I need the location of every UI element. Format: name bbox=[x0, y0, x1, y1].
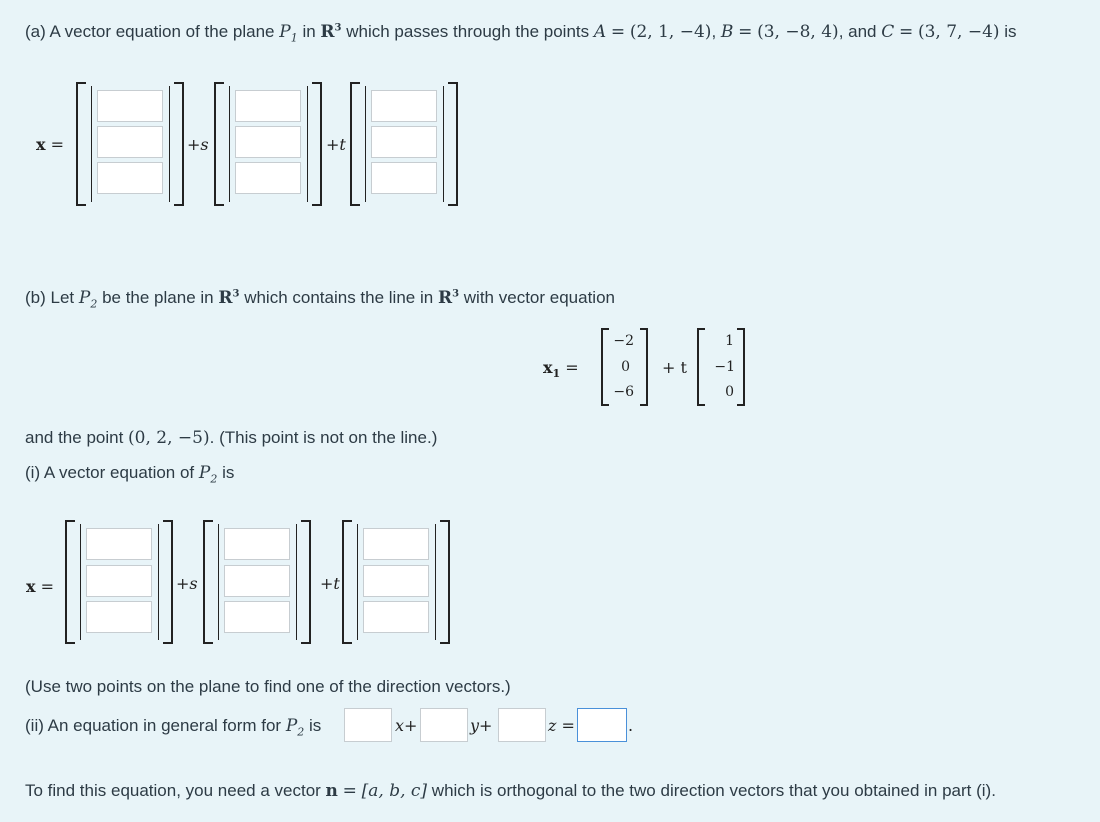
x-plus-label: x+ bbox=[395, 716, 418, 735]
part-a-m1-row1-input[interactable] bbox=[97, 90, 163, 122]
part-a-m2-row1-input[interactable] bbox=[235, 90, 301, 122]
part-b-i-question: (i) A vector equation of $P_2$ is bbox=[25, 463, 235, 486]
line-dir-val-3: 0 bbox=[725, 384, 734, 400]
line-point-bracket-right bbox=[640, 328, 648, 406]
coef-d-input[interactable] bbox=[577, 708, 627, 742]
part-a-m2-row3-input[interactable] bbox=[235, 162, 301, 194]
part-a-m2-row2-input[interactable] bbox=[235, 126, 301, 158]
line-plus-t: + t bbox=[662, 358, 687, 377]
part-b-ii-question: (ii) An equation in general form for $P_2$ is bbox=[25, 716, 322, 739]
part-a-m3-bracket-right bbox=[448, 82, 458, 206]
part-b-m3-row1-input[interactable] bbox=[363, 528, 429, 560]
part-b-m1-row2-input[interactable] bbox=[86, 565, 152, 597]
coef-a-input[interactable] bbox=[344, 708, 392, 742]
part-b-plus-s: +s bbox=[176, 574, 198, 593]
part-b-point-text: and the point (0, 2, −5). (This point is not on the line.) bbox=[25, 428, 438, 448]
coef-c-input[interactable] bbox=[498, 708, 546, 742]
part-b-m1-bracket-right bbox=[163, 520, 173, 644]
part-b-m3-row3-input[interactable] bbox=[363, 601, 429, 633]
line-point-val-1: −2 bbox=[613, 333, 634, 349]
part-b-x-label: x = bbox=[26, 577, 55, 596]
part-b-m1-bracket-left bbox=[65, 520, 75, 644]
part-a-plus-s: +s bbox=[187, 135, 209, 154]
line-dir-bracket-right bbox=[737, 328, 745, 406]
part-a-plus-t: +t bbox=[326, 135, 346, 154]
part-a-m3-bracket-left bbox=[350, 82, 360, 206]
part-b-question: (b) Let $P_2$ be the plane in $R^3$ which contains the line in $R^3$ with vector equation bbox=[25, 288, 615, 311]
part-b-m2-bracket-left bbox=[203, 520, 213, 644]
part-b-m3-bracket-left bbox=[342, 520, 352, 644]
part-b-m3-row2-input[interactable] bbox=[363, 565, 429, 597]
part-a-question: (a) A vector equation of the plane $P_1$ in $R^3$ which passes through the points A = (2, 1, −4), B = (3, −8, 4), and C = (3, 7, −4) is bbox=[25, 22, 1017, 45]
line-point-val-2: 0 bbox=[621, 359, 630, 375]
part-a-m3-row1-input[interactable] bbox=[371, 90, 437, 122]
footer-hint: To find this equation, you need a vector n = [a, b, c] which is orthogonal to the two direction vectors that you obtained in part (i). bbox=[25, 781, 996, 801]
z-eq-label: z = bbox=[548, 716, 575, 735]
part-b-m2-bracket-right bbox=[301, 520, 311, 644]
part-a-m1-row2-input[interactable] bbox=[97, 126, 163, 158]
part-a-m1-row3-input[interactable] bbox=[97, 162, 163, 194]
y-plus-label: y+ bbox=[470, 716, 493, 735]
part-b-plus-t: +t bbox=[320, 574, 340, 593]
part-a-m2-bracket-right bbox=[312, 82, 322, 206]
part-b-i-hint: (Use two points on the plane to find one of the direction vectors.) bbox=[25, 677, 511, 696]
part-b-m3-bracket-right bbox=[440, 520, 450, 644]
line-point-val-3: −6 bbox=[613, 384, 634, 400]
part-b-m2-row2-input[interactable] bbox=[224, 565, 290, 597]
part-a-m1-bracket-right bbox=[174, 82, 184, 206]
part-b-m1-row3-input[interactable] bbox=[86, 601, 152, 633]
line-label: $x_1$ = bbox=[543, 358, 579, 381]
part-a-m3-row3-input[interactable] bbox=[371, 162, 437, 194]
coef-b-input[interactable] bbox=[420, 708, 468, 742]
part-b-m2-row3-input[interactable] bbox=[224, 601, 290, 633]
period: . bbox=[628, 716, 634, 735]
line-dir-val-2: −1 bbox=[714, 359, 735, 375]
line-dir-val-1: 1 bbox=[725, 333, 734, 349]
part-b-m1-row1-input[interactable] bbox=[86, 528, 152, 560]
part-a-m1-bracket-left bbox=[76, 82, 86, 206]
part-b-m2-row1-input[interactable] bbox=[224, 528, 290, 560]
part-a-x-label: x = bbox=[36, 135, 65, 154]
part-a-m2-bracket-left bbox=[214, 82, 224, 206]
part-a-m3-row2-input[interactable] bbox=[371, 126, 437, 158]
